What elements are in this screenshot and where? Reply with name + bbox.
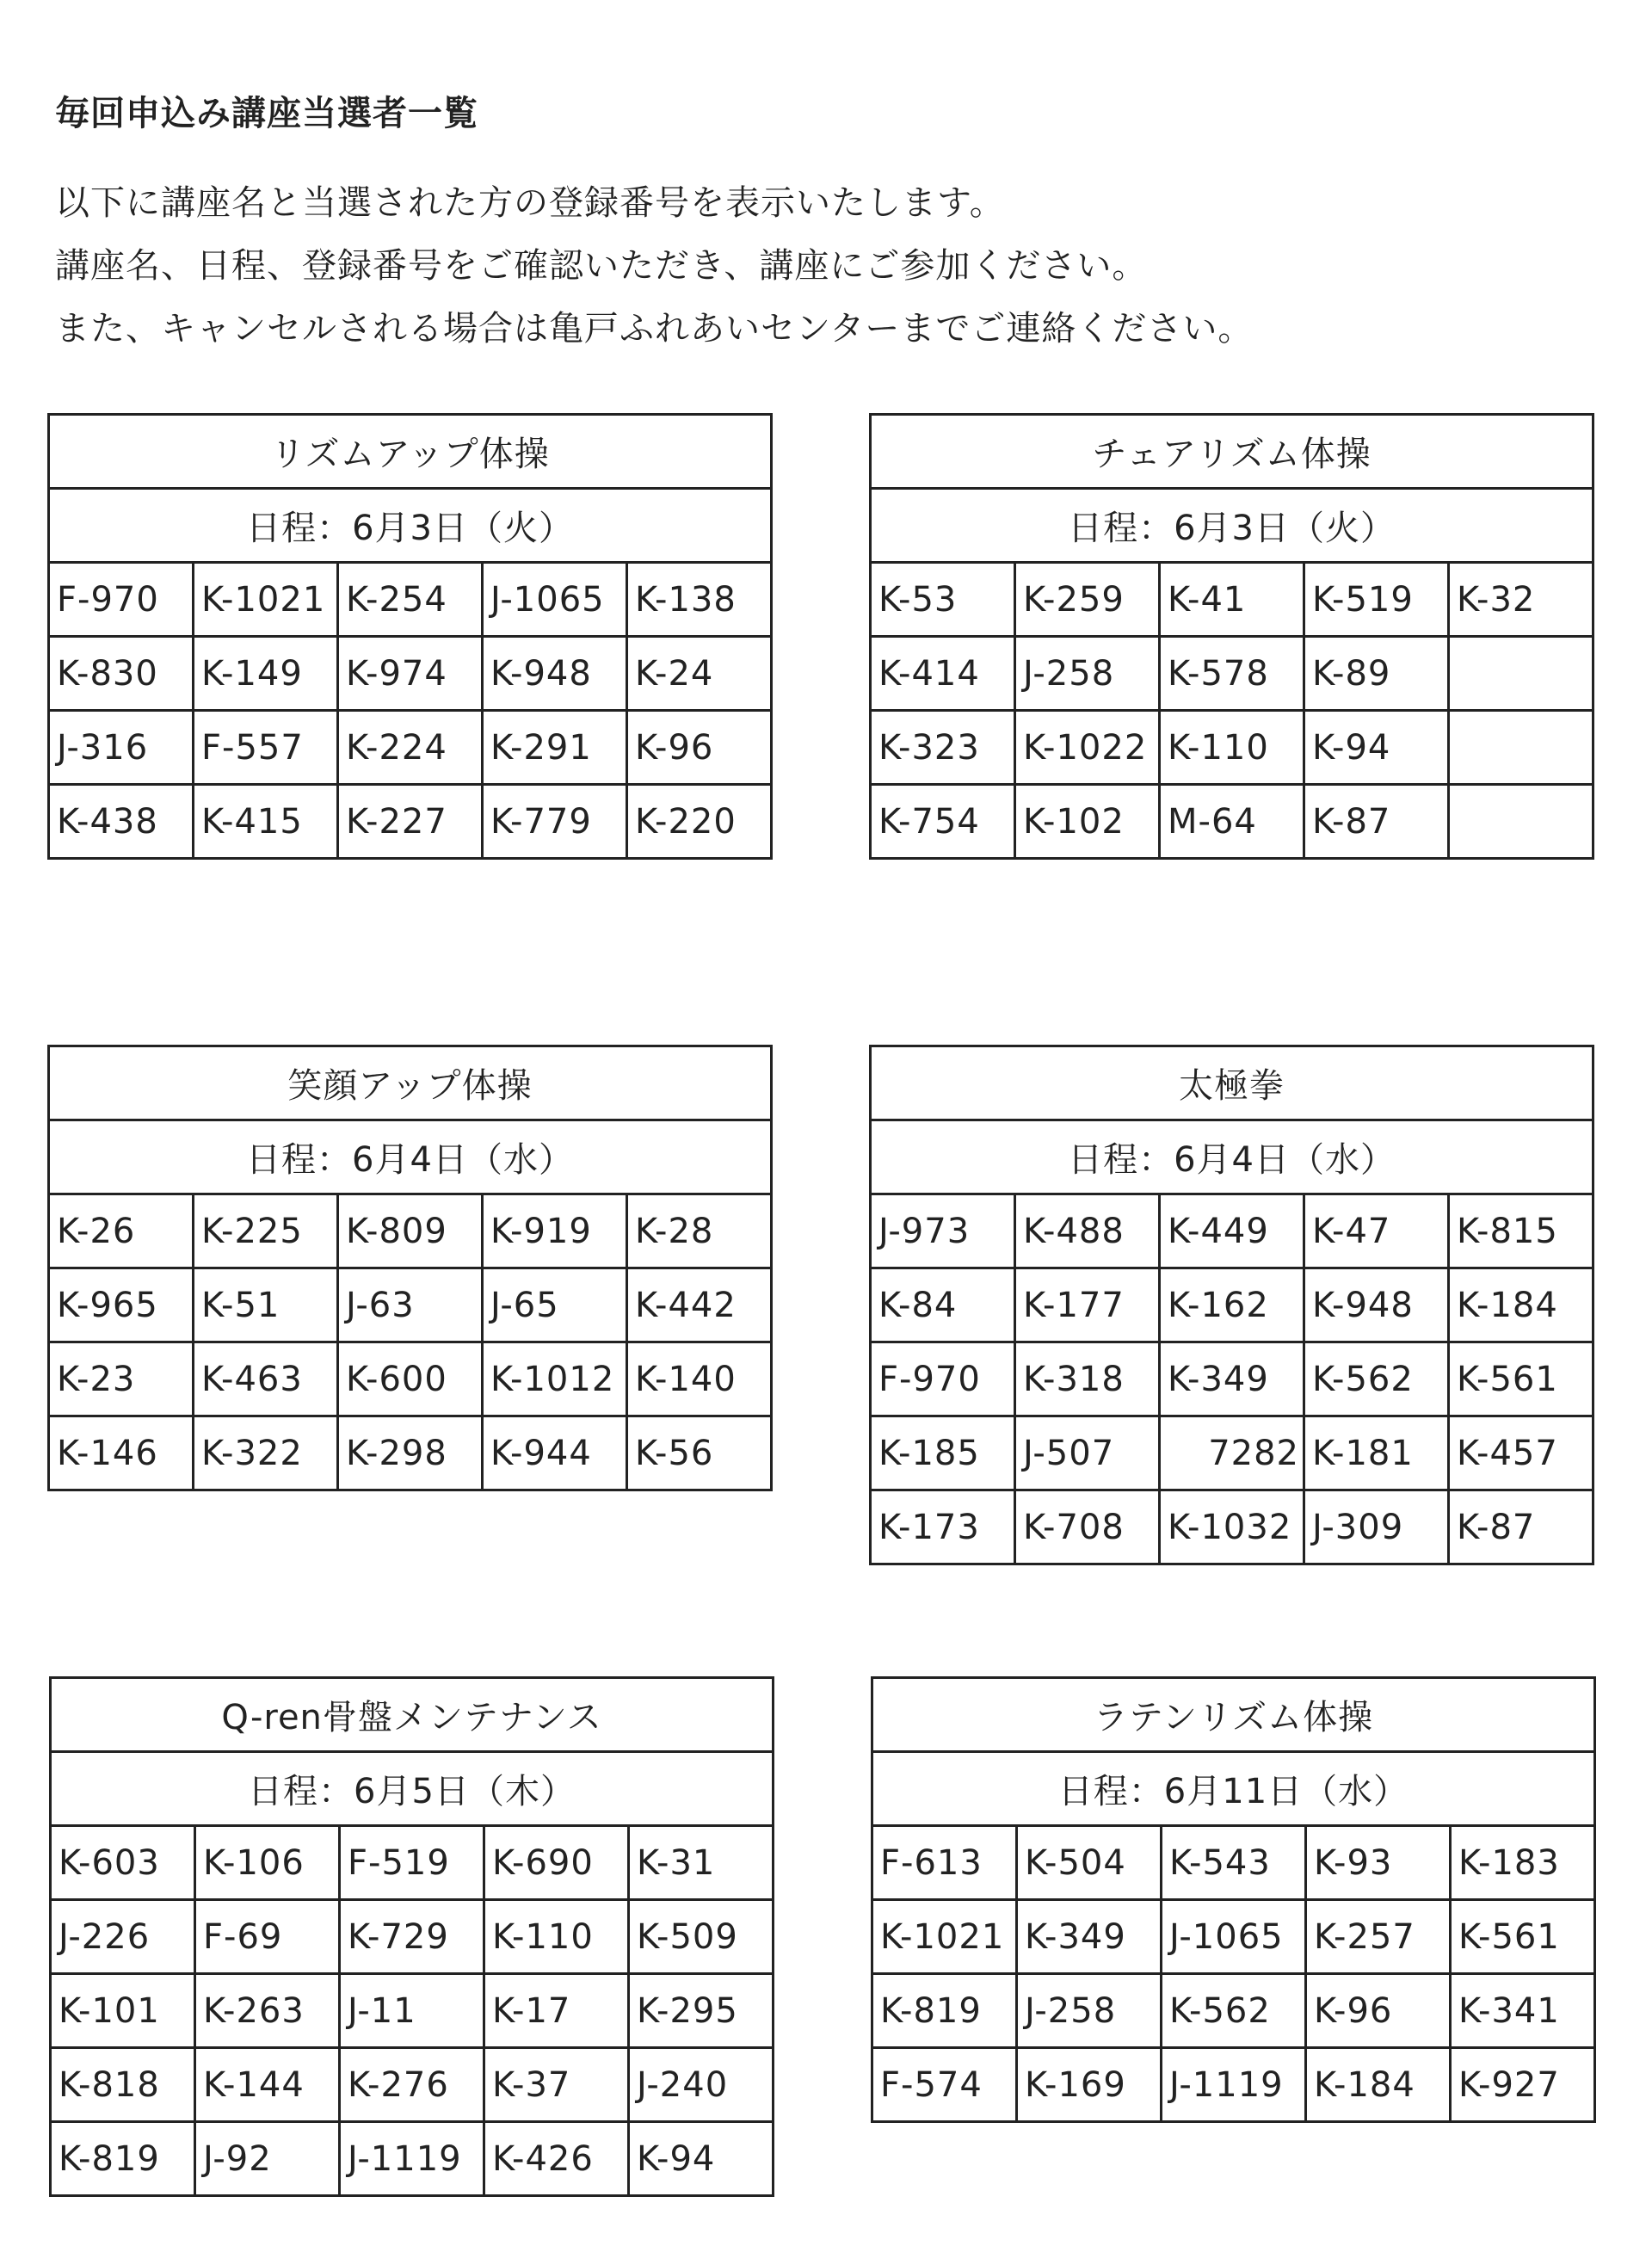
course-name: リズムアップ体操: [49, 415, 772, 489]
registration-number: K-818: [51, 2048, 195, 2122]
registration-number: J-226: [51, 1900, 195, 1974]
registration-number: K-149: [194, 637, 338, 711]
registration-number: K-457: [1449, 1416, 1593, 1490]
registration-number: K-53: [871, 563, 1015, 637]
table-row: [51, 1900, 774, 1974]
registration-number: K-87: [1449, 1490, 1593, 1564]
registration-number: K-974: [338, 637, 483, 711]
registration-number: J-1065: [483, 563, 627, 637]
registration-number: K-438: [49, 785, 194, 859]
registration-number: J-258: [1017, 1974, 1162, 2048]
registration-number: K-463: [194, 1342, 338, 1416]
registration-number: K-110: [1160, 711, 1304, 785]
table-row: [871, 1342, 1593, 1416]
registration-number: K-414: [871, 637, 1015, 711]
registration-number: J-316: [49, 711, 194, 785]
table-row: [49, 785, 772, 859]
registration-number: K-41: [1160, 563, 1304, 637]
registration-number: J-973: [871, 1194, 1015, 1268]
registration-number: K-96: [627, 711, 772, 785]
registration-number: K-809: [338, 1194, 483, 1268]
table-row: [872, 2048, 1595, 2122]
registration-number: K-509: [629, 1900, 774, 1974]
registration-number: J-1119: [340, 2122, 484, 2196]
registration-number: K-184: [1306, 2048, 1451, 2122]
registration-number: J-65: [483, 1268, 627, 1342]
registration-number: K-257: [1306, 1900, 1451, 1974]
registration-number: K-102: [1015, 785, 1160, 859]
table-row: [51, 1826, 774, 1900]
registration-number: K-948: [483, 637, 627, 711]
registration-number: K-31: [629, 1826, 774, 1900]
registration-number: K-504: [1017, 1826, 1162, 1900]
registration-number: K-28: [627, 1194, 772, 1268]
registration-number: K-779: [483, 785, 627, 859]
registration-number: K-323: [871, 711, 1015, 785]
registration-number: K-562: [1304, 1342, 1449, 1416]
registration-number: K-183: [1451, 1826, 1595, 1900]
registration-number: J-63: [338, 1268, 483, 1342]
registration-number: J-309: [1304, 1490, 1449, 1564]
registration-number: K-276: [340, 2048, 484, 2122]
course-table: [47, 413, 773, 860]
course-schedule: 日程：6月3日（火）: [49, 489, 772, 563]
table-row: [871, 711, 1593, 785]
intro-line: また、キャンセルされる場合は亀戸ふれあいセンターまでご連絡ください。: [55, 309, 1254, 349]
registration-number: K-225: [194, 1194, 338, 1268]
registration-number: K-815: [1449, 1194, 1593, 1268]
registration-number: K-144: [195, 2048, 340, 2122]
registration-number: K-561: [1451, 1900, 1595, 1974]
registration-number: F-574: [872, 2048, 1017, 2122]
registration-number: K-93: [1306, 1826, 1451, 1900]
course-table: [869, 1045, 1594, 1565]
registration-number: K-543: [1162, 1826, 1306, 1900]
course-schedule: 日程：6月5日（木）: [51, 1752, 774, 1826]
registration-number: F-970: [871, 1342, 1015, 1416]
table-row: [51, 2122, 774, 2196]
course-table: [869, 413, 1594, 860]
registration-number: K-87: [1304, 785, 1449, 859]
registration-number: K-600: [338, 1342, 483, 1416]
table-row: [871, 563, 1593, 637]
registration-number: K-519: [1304, 563, 1449, 637]
course-name: Q-ren骨盤メンテナンス: [51, 1678, 774, 1752]
registration-number: K-426: [484, 2122, 629, 2196]
course-table: [871, 1676, 1596, 2123]
registration-number: K-919: [483, 1194, 627, 1268]
table-row: [51, 2048, 774, 2122]
table-row: [49, 637, 772, 711]
registration-number: K-184: [1449, 1268, 1593, 1342]
registration-number: J-1065: [1162, 1900, 1306, 1974]
registration-number: [1449, 711, 1593, 785]
registration-number: K-185: [871, 1416, 1015, 1490]
table-row: [872, 1974, 1595, 2048]
course-name: 太極拳: [871, 1046, 1593, 1120]
registration-number: K-138: [627, 563, 772, 637]
intro-text: [55, 172, 1253, 361]
registration-number: K-318: [1015, 1342, 1160, 1416]
table-row: [51, 1974, 774, 2048]
registration-number: K-965: [49, 1268, 194, 1342]
registration-number: J-92: [195, 2122, 340, 2196]
registration-number: K-349: [1017, 1900, 1162, 1974]
course-schedule: 日程：6月4日（水）: [49, 1120, 772, 1194]
registration-number: [1449, 637, 1593, 711]
registration-number: K-94: [629, 2122, 774, 2196]
registration-number: K-181: [1304, 1416, 1449, 1490]
course-name: ラテンリズム体操: [872, 1678, 1595, 1752]
registration-number: K-944: [483, 1416, 627, 1490]
registration-number: K-341: [1451, 1974, 1595, 2048]
registration-number: K-415: [194, 785, 338, 859]
registration-number: K-162: [1160, 1268, 1304, 1342]
registration-number: K-96: [1306, 1974, 1451, 2048]
registration-number: K-488: [1015, 1194, 1160, 1268]
table-row: [871, 785, 1593, 859]
registration-number: K-1021: [872, 1900, 1017, 1974]
table-row: [871, 1416, 1593, 1490]
registration-number: K-106: [195, 1826, 340, 1900]
registration-number: K-442: [627, 1268, 772, 1342]
table-row: [871, 1490, 1593, 1564]
registration-number: F-519: [340, 1826, 484, 1900]
registration-number: K-603: [51, 1826, 195, 1900]
registration-number: K-254: [338, 563, 483, 637]
registration-number: K-562: [1162, 1974, 1306, 2048]
registration-number: K-177: [1015, 1268, 1160, 1342]
table-row: [871, 637, 1593, 711]
registration-number: K-89: [1304, 637, 1449, 711]
registration-number: K-291: [483, 711, 627, 785]
registration-number: K-94: [1304, 711, 1449, 785]
registration-number: K-101: [51, 1974, 195, 2048]
registration-number: K-1022: [1015, 711, 1160, 785]
registration-number: K-227: [338, 785, 483, 859]
registration-number: K-32: [1449, 563, 1593, 637]
course-schedule: 日程：6月11日（水）: [872, 1752, 1595, 1826]
registration-number: K-948: [1304, 1268, 1449, 1342]
table-row: [49, 1194, 772, 1268]
registration-number: K-23: [49, 1342, 194, 1416]
registration-number: K-224: [338, 711, 483, 785]
registration-number: K-708: [1015, 1490, 1160, 1564]
registration-number: K-17: [484, 1974, 629, 2048]
registration-number: K-140: [627, 1342, 772, 1416]
registration-number: K-298: [338, 1416, 483, 1490]
table-row: [872, 1826, 1595, 1900]
course-name: 笑顔アップ体操: [49, 1046, 772, 1120]
registration-number: K-690: [484, 1826, 629, 1900]
registration-number: K-561: [1449, 1342, 1593, 1416]
course-table: [49, 1676, 774, 2197]
registration-number: M-64: [1160, 785, 1304, 859]
registration-number: K-819: [872, 1974, 1017, 2048]
registration-number: F-613: [872, 1826, 1017, 1900]
page-title: 毎回申込み講座当選者一覧: [55, 94, 478, 133]
registration-number: K-578: [1160, 637, 1304, 711]
registration-number: K-1032: [1160, 1490, 1304, 1564]
registration-number: J-11: [340, 1974, 484, 2048]
table-row: [49, 711, 772, 785]
registration-number: [1449, 785, 1593, 859]
registration-number: K-322: [194, 1416, 338, 1490]
registration-number: K-47: [1304, 1194, 1449, 1268]
registration-number: K-449: [1160, 1194, 1304, 1268]
registration-number: K-819: [51, 2122, 195, 2196]
table-row: [49, 1342, 772, 1416]
registration-number: J-258: [1015, 637, 1160, 711]
registration-number: F-970: [49, 563, 194, 637]
registration-number: K-729: [340, 1900, 484, 1974]
registration-number: J-240: [629, 2048, 774, 2122]
registration-number: K-84: [871, 1268, 1015, 1342]
intro-line: 講座名、日程、登録番号をご確認いただき、講座にご参加ください。: [55, 246, 1148, 286]
registration-number: K-927: [1451, 2048, 1595, 2122]
registration-number: K-24: [627, 637, 772, 711]
registration-number: K-830: [49, 637, 194, 711]
registration-number: 7282: [1160, 1416, 1304, 1490]
table-row: [49, 563, 772, 637]
table-row: [49, 1416, 772, 1490]
registration-number: J-1119: [1162, 2048, 1306, 2122]
registration-number: K-56: [627, 1416, 772, 1490]
registration-number: K-259: [1015, 563, 1160, 637]
intro-line: 以下に講座名と当選された方の登録番号を表示いたします。: [55, 183, 1005, 223]
registration-number: K-37: [484, 2048, 629, 2122]
registration-number: J-507: [1015, 1416, 1160, 1490]
registration-number: K-220: [627, 785, 772, 859]
registration-number: K-169: [1017, 2048, 1162, 2122]
registration-number: K-263: [195, 1974, 340, 2048]
registration-number: K-110: [484, 1900, 629, 1974]
registration-number: K-754: [871, 785, 1015, 859]
table-row: [49, 1268, 772, 1342]
table-row: [871, 1194, 1593, 1268]
registration-number: K-1021: [194, 563, 338, 637]
table-row: [871, 1268, 1593, 1342]
course-name: チェアリズム体操: [871, 415, 1593, 489]
registration-number: K-173: [871, 1490, 1015, 1564]
course-schedule: 日程：6月4日（水）: [871, 1120, 1593, 1194]
course-table: [47, 1045, 773, 1491]
registration-number: K-295: [629, 1974, 774, 2048]
registration-number: K-1012: [483, 1342, 627, 1416]
course-schedule: 日程：6月3日（火）: [871, 489, 1593, 563]
registration-number: F-69: [195, 1900, 340, 1974]
registration-number: K-349: [1160, 1342, 1304, 1416]
registration-number: K-146: [49, 1416, 194, 1490]
registration-number: F-557: [194, 711, 338, 785]
registration-number: K-51: [194, 1268, 338, 1342]
table-row: [872, 1900, 1595, 1974]
registration-number: K-26: [49, 1194, 194, 1268]
